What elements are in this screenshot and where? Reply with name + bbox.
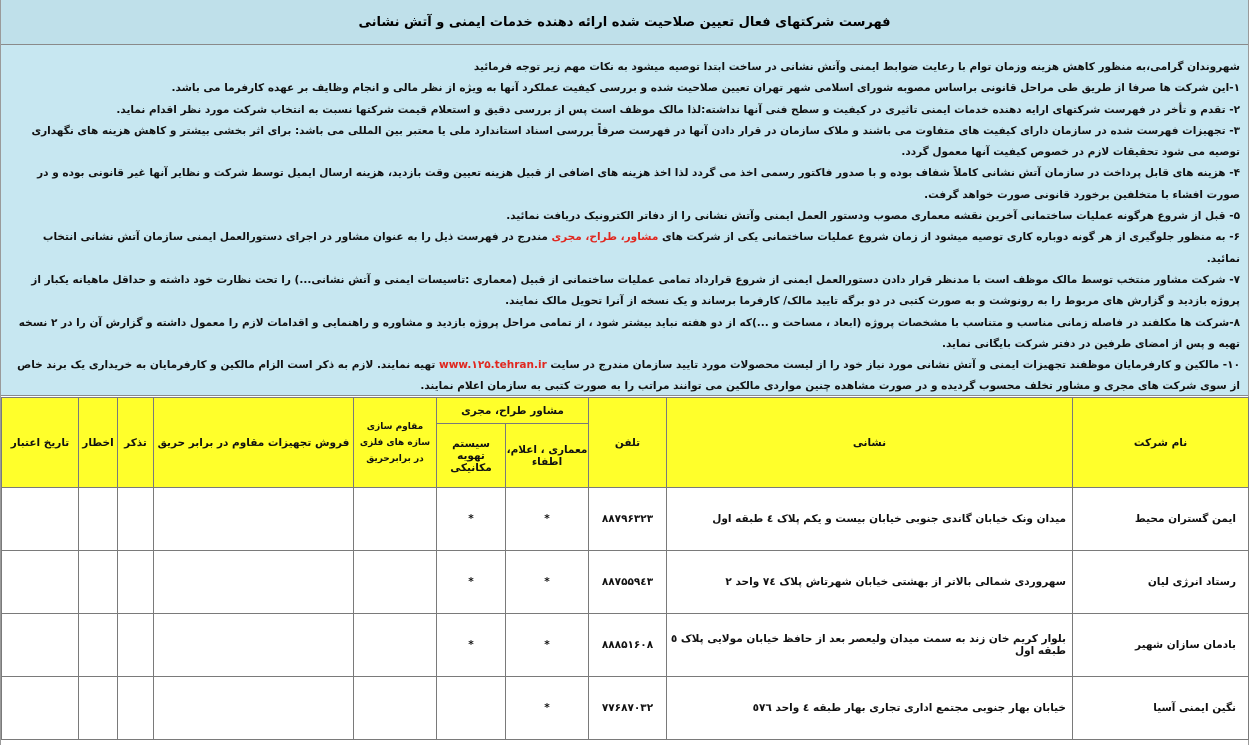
tazakor-cell [118, 488, 154, 551]
company-name: نگین ایمنی آسیا [1073, 677, 1249, 740]
equipment-mark [154, 551, 354, 614]
mechanical-mark: * [437, 551, 506, 614]
col-architecture: معماری ، اعلام، اطفاء [506, 424, 589, 488]
metal-mark [354, 614, 437, 677]
note-4: ۴- هزینه های قابل پرداخت در سازمان آتش نشانی کاملاً شفاف بوده و با صدور فاکتور رسمی اخذ می گردد لذا اخذ هزینه های اضافی از قبیل هزینه تعیین وقت بازدید، هزینه ارسال ایمیل توسط شرکت و نظایر آنها غیر قانونی بوده و در صورت افشاء با متخلفین برخورد قانونی صورت خواهد گرفت. [37, 167, 1240, 201]
note-3: ۳- تجهیزات فهرست شده در سازمان دارای کیفیت های متفاوت می باشند و ملاک سازمان در قرار دادن آنها در فهرست صرفاً بررسی اسناد استاندارد ملی یا معتبر بین المللی می باشد: برای اثر بخشی بیشتر و کاهش هزینه های نگهداری توصیه می شود تحقیقات لازم در خصوص کیفیت آنها معمول گردد. [31, 124, 1240, 159]
note-2: ۲- تقدم و تأخر در فهرست شرکتهای ارایه دهنده خدمات ایمنی تاثیری در کیفیت و سطح فنی آنها نداشته:لذا مالک موظف است پس از بررسی دقیق و استعلام قیمت شرکتها نسبت به انتخاب شرکت مورد نظر اقدام نماید. [116, 103, 1240, 116]
company-address: خیابان بهار جنوبی مجتمع اداری تجاری بهار طبقه ٤ واحد ٥٧٦ [667, 677, 1073, 740]
col-validity-date: تاریخ اعتبار [2, 398, 79, 488]
metal-mark [354, 551, 437, 614]
company-address: بلوار کریم خان زند به سمت میدان ولیعصر بعد از حافظ خیابان مولایی پلاک ٥ طبقه اول [667, 614, 1073, 677]
companies-table [1, 397, 1249, 740]
mechanical-mark: * [437, 488, 506, 551]
col-metal-structures: مقاوم سازی سازه های فلزی در برابرحریق [354, 398, 437, 488]
validity-cell [2, 614, 79, 677]
company-phone: ۸۸۷۹۶۳۲۳ [589, 488, 667, 551]
company-phone: ۸۸۷۵۵۹٤۳ [589, 551, 667, 614]
architecture-mark: * [506, 488, 589, 551]
equipment-mark [154, 677, 354, 740]
tazakor-cell [118, 677, 154, 740]
col-equipment-sales: فروش تجهیزات مقاوم در برابر حریق [154, 398, 354, 488]
note-1: ۱-این شرکت ها صرفا از طریق طی مراحل قانونی براساس مصوبه شورای اسلامی شهر تهران تعیین صلاحیت شده و بررسی کیفیت عملکرد آنها به ویژه از نظر مالی و انجام وظایف بر عهده کارفرما می باشد. [171, 82, 1240, 95]
table-row [2, 677, 1249, 740]
page-title: فهرست شرکتهای فعال تعیین صلاحیت شده ارائه دهنده خدمات ایمنی و آتش نشانی [1, 0, 1248, 45]
metal-mark [354, 677, 437, 740]
note-6-text-a: ۶- به منظور جلوگیری از هر گونه دوباره کاری توصیه میشود از زمان شروع عملیات ساختمانی یکی از شرکت های [662, 231, 1240, 244]
col-ekhtar: اخطار [79, 398, 118, 488]
company-phone: ۷۷۶۸۷۰۳۲ [589, 677, 667, 740]
col-group-consultant: مشاور طراح، مجری [437, 398, 589, 424]
col-tazakor: تذکر [118, 398, 154, 488]
metal-mark [354, 488, 437, 551]
company-name: رستاد انرژی لیان [1073, 551, 1249, 614]
note-5: ۵- قبل از شروع هرگونه عملیات ساختمانی آخرین نقشه معماری مصوب ودستور العمل ایمنی وآتش نشانی را از دفاتر الکترونیک دریافت نمائید. [506, 210, 1240, 223]
company-name: ایمن گستران محیط [1073, 488, 1249, 551]
table-row [2, 614, 1249, 677]
ekhtar-cell [79, 488, 118, 551]
note-10-text-b: تهیه نمایند. لازم به ذکر است الزام مالکین و کارفرمایان به خریداری یک برند خاص از سوی شرکت های مجری و مشاور تخلف محسوب گردیده و در صورت مشاهده چنین مواردی مالکین می توانند مراتب را به صورت کتبی به سازمان اعلام نمایند. [17, 359, 1240, 393]
note-6-highlight: مشاور، طراح، مجری [551, 231, 659, 244]
validity-cell [2, 488, 79, 551]
note-8: ۸-شرکت ها مکلفند در فاصله زمانی مناسب و متناسب با مشخصات پروژه (ابعاد ، مساحت و ...)که از دو هفته نباید بیشتر شود ، از تمامی مراحل پروژه بازدید و مشاوره و راهنمایی و اقدامات لازم را معمول داشته و گزارش آن را در ۲ نسخه تهیه و پس از امضای طرفین در دفتر شرکت بایگانی نماید. [18, 316, 1240, 350]
mechanical-mark: * [437, 614, 506, 677]
company-address: سهروردی شمالی بالاتر از بهشتی خیابان شهرتاش پلاک ٧٤ واحد ٢ [667, 551, 1073, 614]
note-10-text-a: ۱۰- مالکین و کارفرمایان موظفند تجهیزات ایمنی و آتش نشانی مورد نیاز خود را از لیست محصولات مورد تایید سازمان مندرج در سایت [550, 359, 1240, 372]
ekhtar-cell [79, 614, 118, 677]
company-name: بادمان سازان شهیر [1073, 614, 1249, 677]
notes-intro: شهروندان گرامی،به منظور کاهش هزینه وزمان توام با رعایت ضوابط ایمنی وآتش نشانی در ساخت ابتدا توصیه میشود به نکات مهم زیر توجه فرمائید [473, 61, 1240, 73]
notes-panel [1, 45, 1248, 396]
validity-cell [2, 677, 79, 740]
architecture-mark: * [506, 614, 589, 677]
note-6-text-b: مندرج در فهرست ذیل را به عنوان مشاور در اجرای دستورالعمل ایمنی سازمان آتش نشانی انتخاب نمائید. [42, 231, 1240, 265]
validity-cell [2, 551, 79, 614]
architecture-mark: * [506, 551, 589, 614]
note-6 [9, 227, 1240, 270]
col-company-name: نام شرکت [1073, 398, 1249, 488]
col-mechanical-ventilation: سیستم تهویه مکانیکی [437, 424, 506, 488]
ekhtar-cell [79, 677, 118, 740]
company-address: میدان ونک خیابان گاندی جنوبی خیابان بیست و یکم پلاک ٤ طبقه اول [667, 488, 1073, 551]
mechanical-mark [437, 677, 506, 740]
site-link[interactable]: www.۱۲۵.tehran.ir [439, 359, 547, 372]
ekhtar-cell [79, 551, 118, 614]
architecture-mark: * [506, 677, 589, 740]
equipment-mark [154, 614, 354, 677]
tazakor-cell [118, 551, 154, 614]
note-7: ۷- شرکت مشاور منتخب توسط مالک موظف است با مدنظر قرار دادن دستورالعمل ایمنی از شروع قرارداد تمامی عملیات ساختمانی از قبیل (معماری :تاسیسات ایمنی و آتش نشانی...) را تحت نظارت خود داشته و حداقل ماهیانه یکبار از پروژه بازدید و گزارش های مربوط را به رونوشت و به صورت کتبی در دو برگه تایید مالک/ کارفرما برساند و یک نسخه از آنرا تحویل مالک نمایند. [31, 273, 1240, 308]
tazakor-cell [118, 614, 154, 677]
col-phone: تلفن [589, 398, 667, 488]
company-phone: ۸۸۸۵۱۶۰۸ [589, 614, 667, 677]
table-row [2, 488, 1249, 551]
note-10 [9, 355, 1240, 398]
table-row [2, 551, 1249, 614]
equipment-mark [154, 488, 354, 551]
col-address: نشانی [667, 398, 1073, 488]
